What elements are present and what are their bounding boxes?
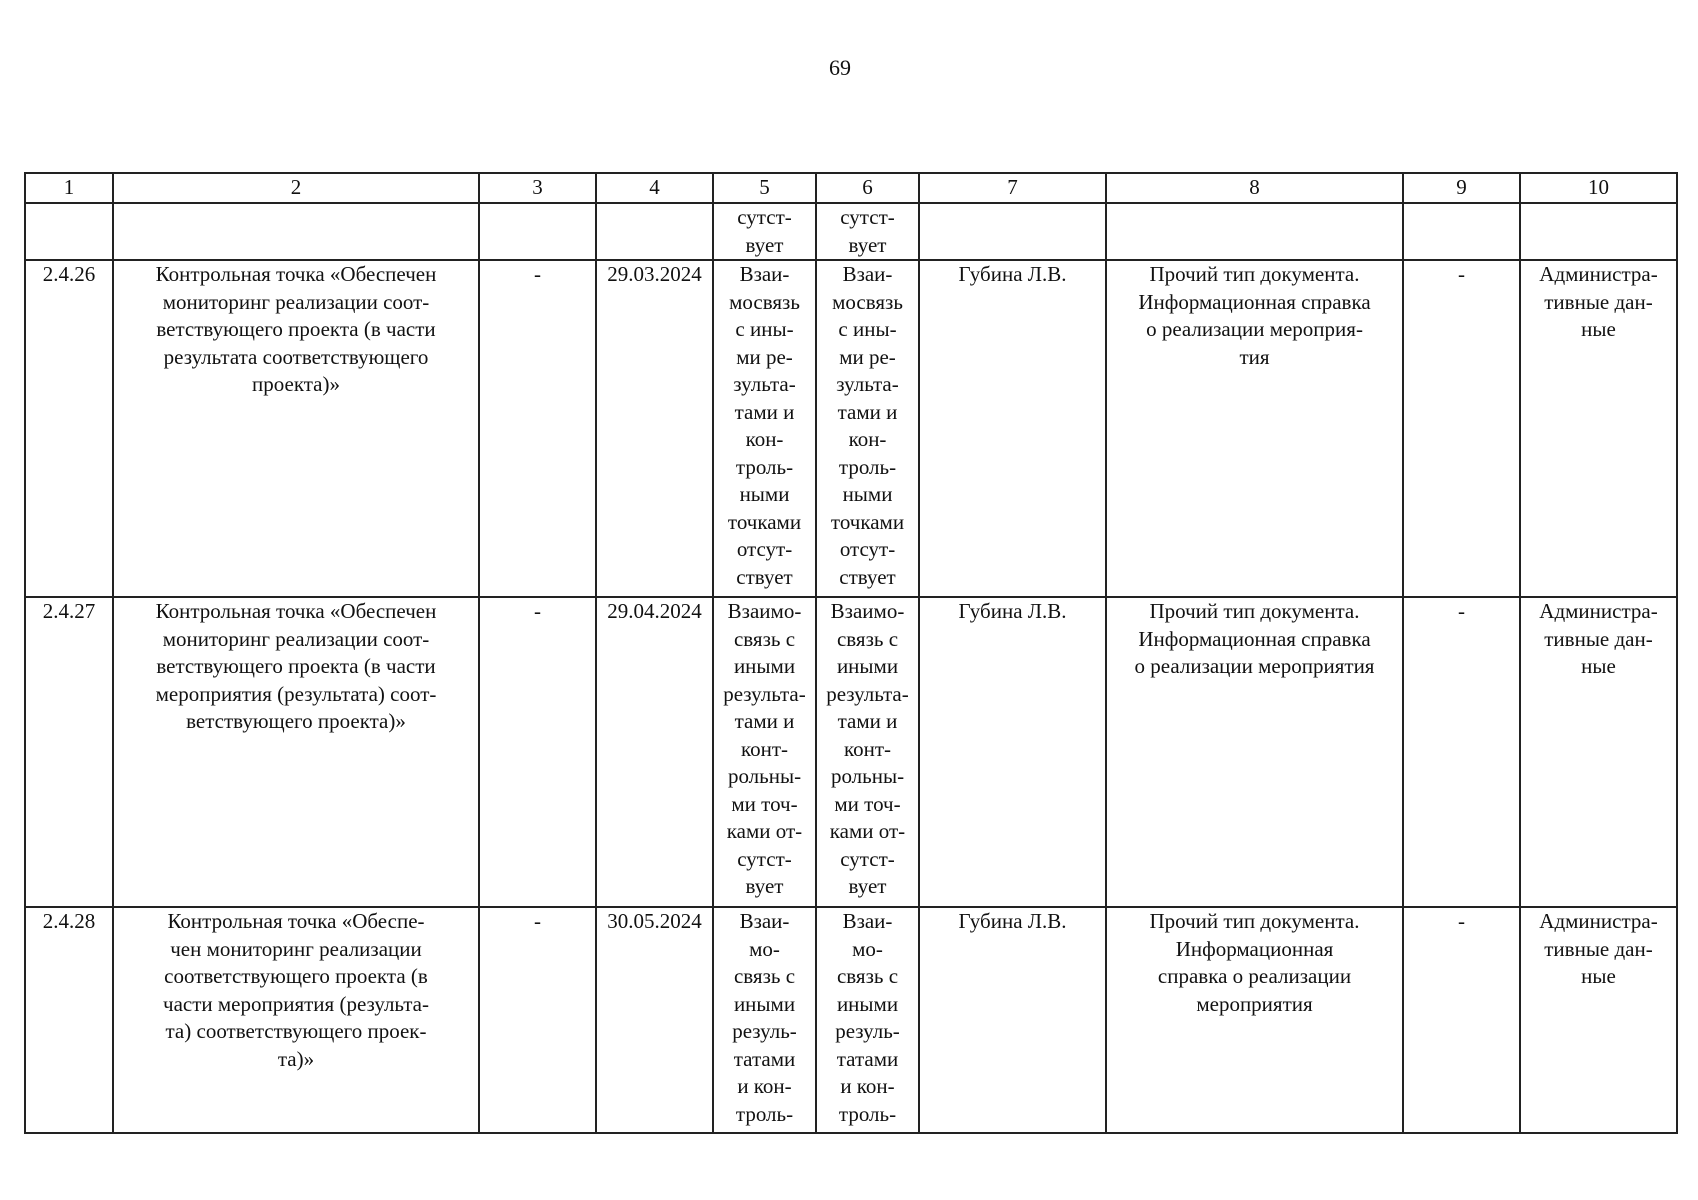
column-3-cell: - bbox=[479, 260, 596, 597]
description-cell bbox=[113, 260, 479, 597]
cell-line: Информационная справка bbox=[1138, 289, 1371, 314]
cell-line: ми ре- bbox=[736, 344, 793, 369]
cell-line: чен мониторинг реализации bbox=[170, 936, 422, 961]
cell-line: ные bbox=[1581, 654, 1616, 678]
table-row bbox=[25, 597, 1677, 907]
relation-cell bbox=[713, 260, 816, 597]
table-row bbox=[25, 203, 1677, 260]
cell-line: связь с bbox=[836, 626, 899, 651]
header-cell: 3 bbox=[479, 173, 596, 203]
cell-line: резуль- bbox=[835, 1019, 900, 1043]
column-9-cell: - bbox=[1403, 260, 1520, 597]
cell-line: Взаи- bbox=[739, 909, 790, 933]
description-cell bbox=[113, 597, 479, 907]
cell-line: вует bbox=[745, 874, 784, 898]
table-body bbox=[25, 203, 1677, 1133]
cell-line: мосвязь bbox=[832, 289, 903, 314]
cell-line: иными bbox=[836, 654, 899, 678]
header-cell: 1 bbox=[25, 173, 113, 203]
cell-line: результата соответствующего bbox=[163, 344, 429, 369]
cell-line: ками от- bbox=[829, 819, 906, 843]
item-number-cell bbox=[25, 203, 113, 260]
column-3-cell: - bbox=[479, 597, 596, 907]
cell-line: с ины- bbox=[735, 317, 794, 341]
cell-line: резуль- bbox=[732, 1019, 797, 1043]
cell-line: Прочий тип документа. bbox=[1149, 909, 1360, 933]
cell-line: тивные дан- bbox=[1544, 289, 1653, 314]
responsible-cell: Губина Л.В. bbox=[919, 907, 1106, 1133]
cell-line: мо- bbox=[852, 936, 883, 961]
relation-cell bbox=[713, 597, 816, 907]
cell-line: та)» bbox=[277, 1046, 315, 1071]
cell-line: сутст- bbox=[840, 846, 895, 871]
item-number-cell: 2.4.28 bbox=[25, 907, 113, 1133]
document-type-cell bbox=[1106, 907, 1403, 1133]
cell-line: Администра- bbox=[1539, 599, 1658, 623]
cell-line: о реализации мероприя- bbox=[1146, 317, 1363, 341]
page-number: 69 bbox=[829, 55, 851, 80]
cell-line: отсут- bbox=[736, 537, 793, 561]
cell-line: справка о реализации bbox=[1157, 964, 1352, 988]
item-number-cell: 2.4.27 bbox=[25, 597, 113, 907]
cell-line: троль- bbox=[735, 454, 794, 479]
cell-line: ветствующего проекта)» bbox=[186, 709, 406, 733]
header-cell: 9 bbox=[1403, 173, 1520, 203]
date-cell: 30.05.2024 bbox=[596, 907, 713, 1133]
cell-line: рольны- bbox=[727, 764, 802, 788]
header-cell: 5 bbox=[713, 173, 816, 203]
cell-line: конт- bbox=[740, 736, 789, 761]
cell-line: иными bbox=[733, 991, 796, 1016]
cell-line: и кон- bbox=[840, 1074, 895, 1098]
document-table bbox=[24, 172, 1678, 1134]
cell-line: кон- bbox=[745, 427, 784, 451]
relation-cell bbox=[816, 260, 919, 597]
relation-cell bbox=[713, 907, 816, 1133]
cell-line: связь с bbox=[836, 964, 899, 988]
relation-cell bbox=[816, 907, 919, 1133]
cell-line: ные bbox=[1581, 964, 1616, 988]
item-number-cell: 2.4.26 bbox=[25, 260, 113, 597]
cell-line: результа- bbox=[826, 681, 909, 706]
cell-line: ветствующего проекта (в части bbox=[156, 654, 436, 678]
data-source-cell bbox=[1520, 203, 1677, 260]
document-type-cell bbox=[1106, 260, 1403, 597]
cell-line: Администра- bbox=[1539, 909, 1658, 933]
responsible-cell: Губина Л.В. bbox=[919, 260, 1106, 597]
cell-line: ветствующего проекта (в части bbox=[156, 317, 436, 341]
table-row bbox=[25, 907, 1677, 1133]
cell-line: соответствующего проекта (в bbox=[164, 964, 428, 988]
cell-line: мероприятия bbox=[1196, 991, 1313, 1016]
cell-line: точками bbox=[830, 509, 905, 534]
cell-line: иными bbox=[836, 991, 899, 1016]
cell-line: тами и bbox=[734, 399, 795, 424]
cell-line: Взаи- bbox=[842, 262, 893, 286]
cell-line: Контрольная точка «Обеспе- bbox=[167, 909, 425, 933]
cell-line: ствует bbox=[839, 564, 896, 589]
column-3-cell bbox=[479, 203, 596, 260]
cell-line: тами и bbox=[837, 399, 898, 424]
cell-line: с ины- bbox=[838, 317, 897, 341]
cell-line: мониторинг реализации соот- bbox=[162, 289, 430, 314]
cell-line: ные bbox=[1581, 317, 1616, 341]
cell-line: Контрольная точка «Обеспечен bbox=[155, 262, 437, 286]
cell-line: зульта- bbox=[733, 372, 796, 396]
cell-line: отсут- bbox=[839, 537, 896, 561]
cell-line: иными bbox=[733, 654, 796, 678]
cell-line: та) соответствующего проек- bbox=[165, 1019, 427, 1043]
cell-line: ми точ- bbox=[834, 791, 901, 816]
relation-cell bbox=[816, 597, 919, 907]
cell-line: рольны- bbox=[830, 764, 905, 788]
cell-line: ными bbox=[842, 482, 893, 506]
cell-line: вует bbox=[745, 232, 784, 257]
cell-line: точками bbox=[727, 509, 802, 534]
header-cell: 2 bbox=[113, 173, 479, 203]
header-cell: 10 bbox=[1520, 173, 1677, 203]
cell-line: части мероприятия (результа- bbox=[163, 991, 429, 1016]
cell-line: ствует bbox=[736, 564, 793, 589]
cell-line: связь с bbox=[733, 626, 796, 651]
cell-line: о реализации мероприятия bbox=[1134, 654, 1375, 678]
cell-line: ными bbox=[739, 482, 790, 506]
cell-line: ми точ- bbox=[731, 791, 798, 816]
cell-line: тия bbox=[1239, 344, 1270, 369]
cell-line: троль- bbox=[838, 454, 897, 479]
cell-line: сутст- bbox=[737, 205, 792, 229]
header-cell: 4 bbox=[596, 173, 713, 203]
column-9-cell: - bbox=[1403, 907, 1520, 1133]
cell-line: татами bbox=[733, 1046, 796, 1071]
cell-line: Администра- bbox=[1539, 262, 1658, 286]
cell-line: проекта)» bbox=[252, 372, 340, 396]
date-cell bbox=[596, 203, 713, 260]
cell-line: конт- bbox=[843, 736, 892, 761]
data-source-cell bbox=[1520, 260, 1677, 597]
table-row bbox=[25, 260, 1677, 597]
cell-line: вует bbox=[848, 874, 887, 898]
cell-line: мосвязь bbox=[729, 289, 800, 314]
cell-line: связь с bbox=[733, 964, 796, 988]
cell-line: троль- bbox=[838, 1101, 897, 1126]
header-cell: 7 bbox=[919, 173, 1106, 203]
cell-line: Информационная справка bbox=[1138, 626, 1371, 651]
column-9-cell: - bbox=[1403, 597, 1520, 907]
cell-line: вует bbox=[848, 232, 887, 257]
document-type-cell bbox=[1106, 597, 1403, 907]
cell-line: и кон- bbox=[737, 1074, 792, 1098]
cell-line: тами и bbox=[734, 709, 795, 733]
cell-line: результа- bbox=[723, 681, 806, 706]
cell-line: Прочий тип документа. bbox=[1149, 599, 1360, 623]
data-source-cell bbox=[1520, 907, 1677, 1133]
cell-line: кон- bbox=[848, 427, 887, 451]
header-cell: 8 bbox=[1106, 173, 1403, 203]
cell-line: мониторинг реализации соот- bbox=[162, 626, 430, 651]
cell-line: мо- bbox=[749, 936, 780, 961]
cell-line: Прочий тип документа. bbox=[1149, 262, 1360, 286]
cell-line: мероприятия (результата) соот- bbox=[155, 681, 437, 706]
header-cell: 6 bbox=[816, 173, 919, 203]
cell-line: тивные дан- bbox=[1544, 936, 1653, 961]
cell-line: тами и bbox=[837, 709, 898, 733]
cell-line: Взаи- bbox=[842, 909, 893, 933]
cell-line: Взаимо- bbox=[727, 599, 802, 623]
cell-line: Контрольная точка «Обеспечен bbox=[155, 599, 437, 623]
cell-line: зульта- bbox=[836, 372, 899, 396]
date-cell: 29.03.2024 bbox=[596, 260, 713, 597]
responsible-cell bbox=[919, 203, 1106, 260]
description-cell bbox=[113, 907, 479, 1133]
cell-line: сутст- bbox=[737, 846, 792, 871]
column-9-cell bbox=[1403, 203, 1520, 260]
date-cell: 29.04.2024 bbox=[596, 597, 713, 907]
relation-cell bbox=[816, 203, 919, 260]
cell-line: Взаи- bbox=[739, 262, 790, 286]
column-3-cell: - bbox=[479, 907, 596, 1133]
document-type-cell bbox=[1106, 203, 1403, 260]
cell-line: Информационная bbox=[1175, 936, 1334, 961]
responsible-cell: Губина Л.В. bbox=[919, 597, 1106, 907]
cell-line: Взаимо- bbox=[830, 599, 905, 623]
cell-line: сутст- bbox=[840, 205, 895, 229]
cell-line: ками от- bbox=[726, 819, 803, 843]
cell-line: ми ре- bbox=[839, 344, 896, 369]
relation-cell bbox=[713, 203, 816, 260]
description-cell bbox=[113, 203, 479, 260]
cell-line: троль- bbox=[735, 1101, 794, 1126]
table-header-row bbox=[25, 173, 1677, 203]
data-source-cell bbox=[1520, 597, 1677, 907]
cell-line: татами bbox=[836, 1046, 899, 1071]
cell-line: тивные дан- bbox=[1544, 626, 1653, 651]
